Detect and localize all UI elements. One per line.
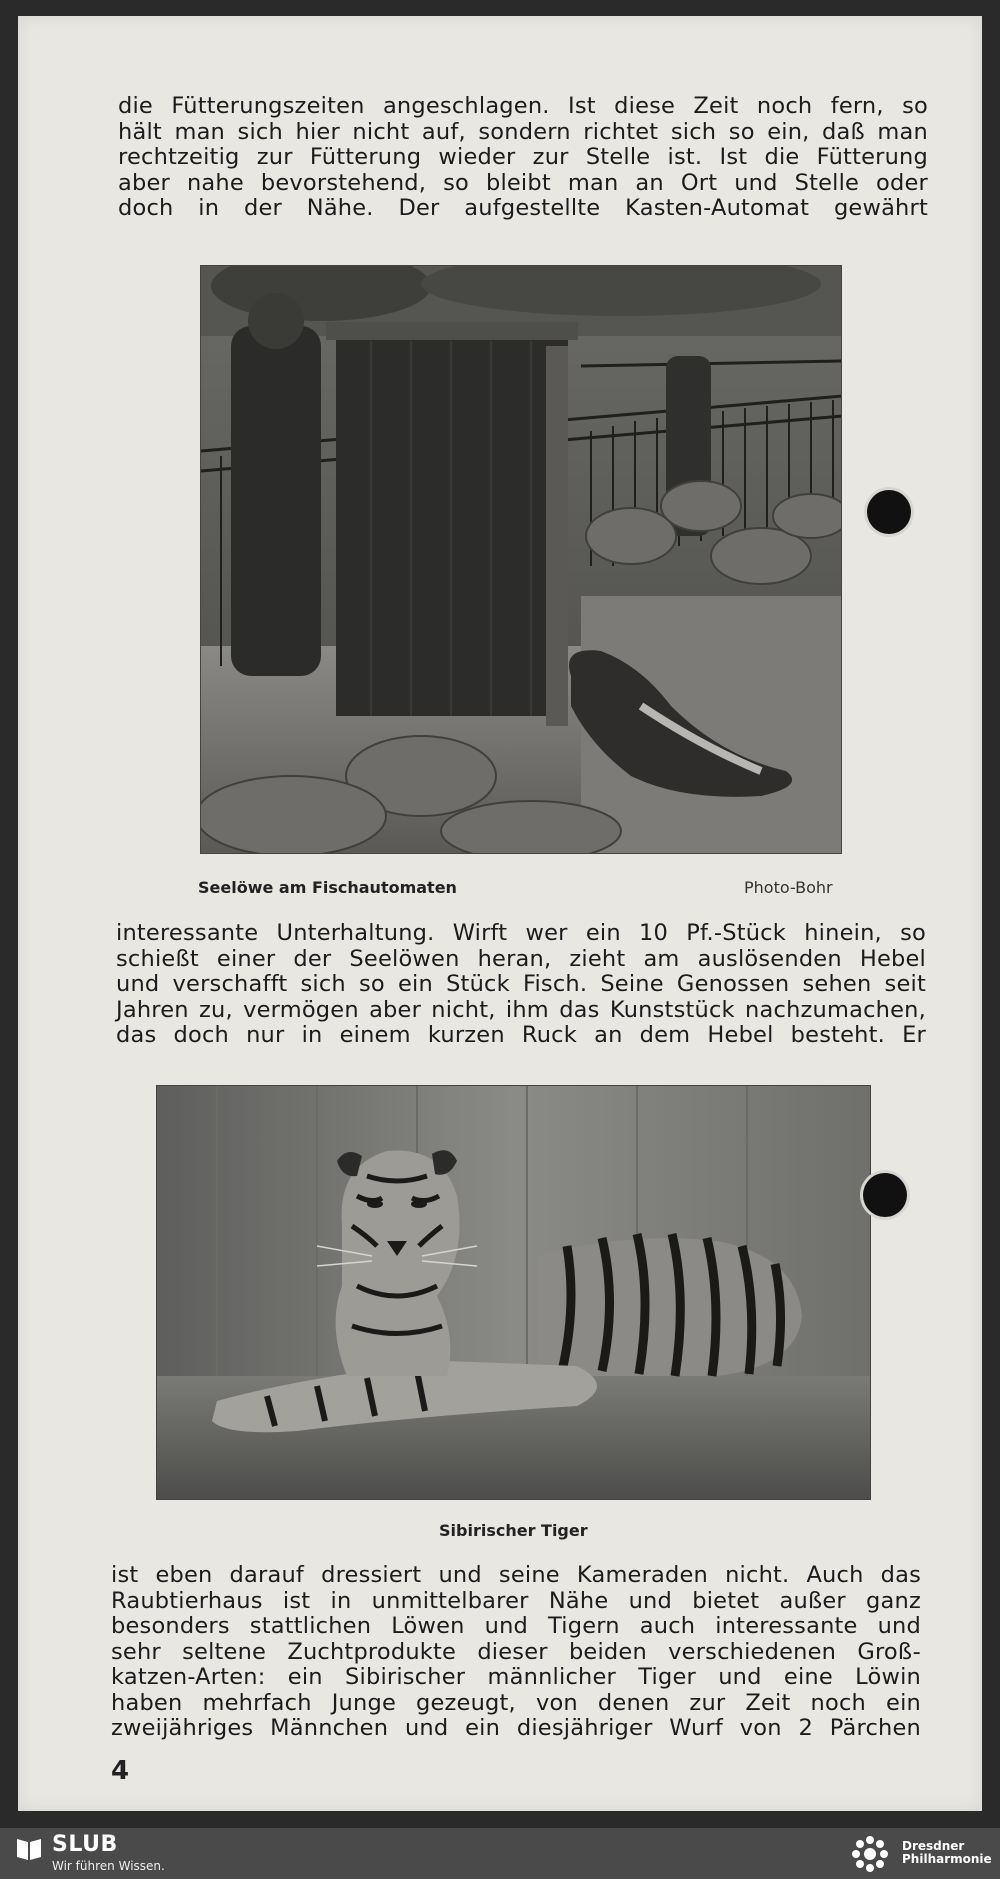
partner-name — [902, 1840, 992, 1866]
library-tagline: Wir führen Wissen. — [52, 1859, 165, 1873]
text-line: haben mehrfach Junge gezeugt, von denen zur Zeit noch ein — [111, 1689, 921, 1716]
text-line: das doch nur in einem kurzen Ruck an dem Hebel besteht. Er — [116, 1022, 926, 1048]
text-line: besonders stattlichen Löwen und Tigern auch interessante und — [111, 1613, 921, 1639]
text-line: und verschafft sich so ein Stück Fisch. Seine Genossen sehen seit — [116, 971, 926, 997]
text-line: rechtzeitig zur Fütterung wieder zur Stelle ist. Ist die Fütterung — [118, 144, 928, 170]
photo-caption: Seelöwe am Fischautomaten — [198, 878, 457, 897]
photo-siberian-tiger — [156, 1085, 871, 1500]
text-line: interessante Unterhaltung. Wirft wer ein 10 Pf.-Stück hinein, so — [116, 920, 926, 946]
text-line: hält man sich hier nicht auf, sondern richtet sich so ein, daß man — [118, 118, 928, 145]
text-line: aber nahe bevorstehend, so bleibt man an Ort und Stelle oder — [118, 169, 928, 196]
text-line: zweijähriges Männchen und ein diesjähriger Wurf von 2 Pärchen — [111, 1715, 921, 1741]
text-line: schießt einer der Seelöwen heran, zieht am auslösenden Hebel — [116, 945, 926, 972]
paragraph-1 — [118, 94, 928, 222]
paragraph-2 — [116, 921, 926, 1049]
partner-name-line2: Philharmonie — [902, 1852, 992, 1866]
library-name: SLUB — [52, 1832, 118, 1857]
photo-caption: Sibirischer Tiger — [439, 1521, 588, 1540]
page-number: 4 — [111, 1756, 130, 1786]
photo-sea-lion-fish-automat — [200, 265, 842, 854]
philharmonie-rosette-icon — [843, 1832, 897, 1876]
text-line: die Fütterungszeiten angeschlagen. Ist diese Zeit noch fern, so — [118, 93, 928, 119]
text-line: doch in der Nähe. Der aufgestellte Kasten-Automat gewährt — [118, 195, 928, 221]
punch-hole — [867, 490, 911, 534]
partner-name-line1: Dresdner — [902, 1839, 965, 1853]
sea-lion-photo-illustration — [201, 266, 842, 854]
tiger-photo-illustration — [157, 1086, 871, 1500]
slub-book-icon — [14, 1834, 44, 1864]
text-line: Raubtierhaus ist in unmittelbarer Nähe und bietet außer ganz — [111, 1587, 921, 1614]
text-line: Jahren zu, vermögen aber nicht, ihm das Kunststück nachzumachen, — [116, 996, 926, 1023]
punch-hole — [863, 1173, 907, 1217]
text-line: sehr seltene Zuchtprodukte dieser beiden verschiedenen Groß- — [111, 1638, 921, 1665]
document-page — [18, 16, 982, 1811]
text-line: katzen-Arten: ein Sibirischer männlicher Tiger und eine Löwin — [111, 1664, 921, 1690]
viewer-footer-bar — [0, 1828, 1000, 1879]
text-line: ist eben darauf dressiert und seine Kameraden nicht. Auch das — [111, 1562, 921, 1588]
photo-credit: Photo-Bohr — [744, 878, 833, 897]
paragraph-3 — [111, 1563, 921, 1742]
